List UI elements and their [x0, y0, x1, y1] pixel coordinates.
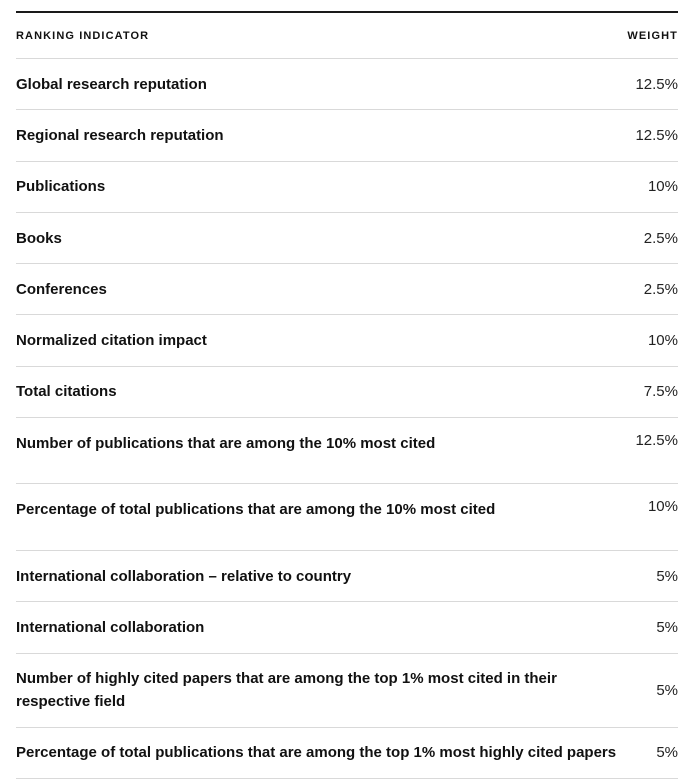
- table-row: [16, 551, 678, 602]
- ranking-indicator-table: [16, 11, 678, 779]
- weight-cell: 10%: [647, 332, 678, 350]
- weight-cell: 5%: [656, 681, 678, 699]
- table-row: [16, 602, 678, 653]
- indicator-cell: Regional research reputation: [16, 126, 224, 144]
- weight-cell: 12.5%: [635, 432, 678, 450]
- table-row: [16, 110, 678, 161]
- indicator-cell: Books: [16, 229, 62, 247]
- table-row: [16, 728, 678, 779]
- weight-cell: 2.5%: [643, 280, 678, 298]
- weight-cell: 5%: [656, 567, 678, 585]
- weight-cell: 2.5%: [643, 229, 678, 247]
- indicator-cell: Percentage of total publications that are among the top 1% most highly cited papers: [16, 744, 617, 762]
- weight-cell: 10%: [647, 498, 678, 516]
- table-row: [16, 315, 678, 366]
- table-header-row: [16, 13, 678, 59]
- weight-cell: 7.5%: [643, 383, 678, 401]
- indicator-cell: Normalized citation impact: [16, 332, 207, 350]
- indicator-cell: Number of publications that are among the 10% most cited: [16, 435, 436, 453]
- weight-cell: 12.5%: [635, 126, 678, 144]
- column-header-weight: WEIGHT: [627, 29, 678, 42]
- table-row: [16, 367, 678, 418]
- indicator-cell: Global research reputation: [16, 75, 207, 93]
- indicator-cell: Number of highly cited papers that are among the top 1% most cited in their respective field: [16, 670, 557, 711]
- indicator-cell: Percentage of total publications that are among the 10% most cited: [16, 501, 496, 519]
- table-row: [16, 418, 678, 484]
- column-header-ranking-indicator: RANKING INDICATOR: [16, 29, 150, 42]
- table-row: [16, 484, 678, 551]
- indicator-cell: International collaboration – relative to country: [16, 567, 352, 585]
- table-row: [16, 654, 678, 728]
- indicator-cell: Publications: [16, 178, 106, 196]
- table-row: [16, 264, 678, 315]
- table-row: [16, 162, 678, 213]
- weight-cell: 5%: [656, 619, 678, 637]
- indicator-cell: Conferences: [16, 280, 107, 298]
- indicator-cell: Total citations: [16, 383, 117, 401]
- indicator-cell: International collaboration: [16, 619, 205, 637]
- weight-cell: 10%: [647, 178, 678, 196]
- table-row: [16, 213, 678, 264]
- weight-cell: 5%: [656, 744, 678, 762]
- table-row: [16, 59, 678, 110]
- weight-cell: 12.5%: [635, 75, 678, 93]
